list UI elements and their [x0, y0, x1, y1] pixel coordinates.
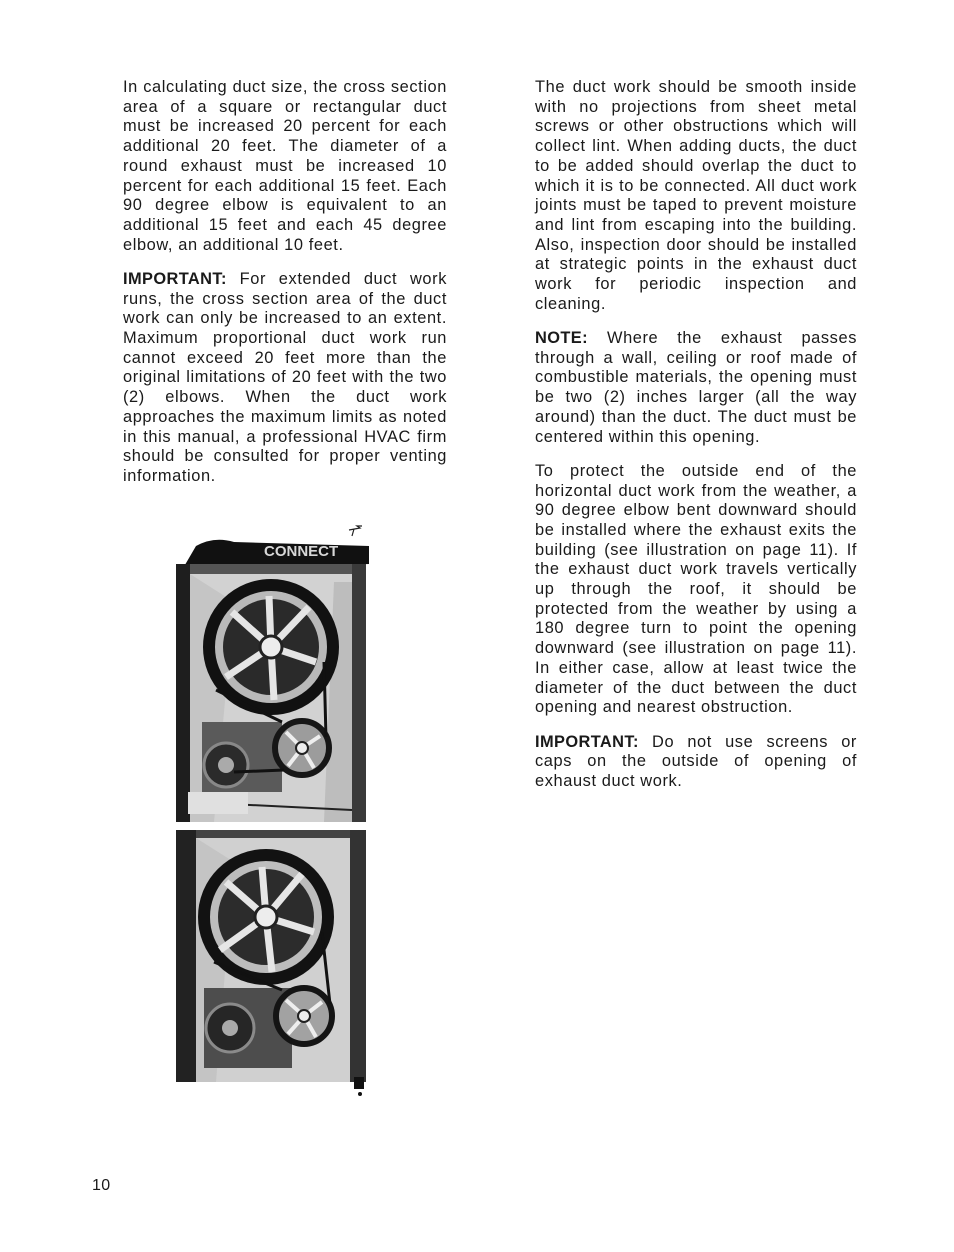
photo-label-text: CONNECT: [264, 543, 339, 560]
photo-illustration: [174, 522, 374, 1102]
important-screens-paragraph: [535, 733, 857, 792]
important-text: For extended duct work runs, the cross section area of the duct work can only be increased to an extent. Maximum proportional duct work run cannot exceed 20 feet more than the original limitations of 20 feet with the two (2) elbows. When the duct work approaches the maximum limits as noted in this manual, a professional HVAC firm should be consulted for proper venting information.: [123, 269, 447, 485]
left-column: [123, 78, 447, 487]
important-text: Do not use screens or caps on the outside of opening of exhaust duct work.: [535, 732, 857, 790]
duct-size-paragraph: In calculating duct size, the cross section area of a square or rectangular duct must be increased 20 percent for each additional 20 feet. The diameter of a round exhaust must be increased 10 percent for each additional 15 feet. Each 90 degree elbow is equivalent to an additional 15 feet and each 45 degree elbow, an additional 10 feet.: [123, 78, 447, 254]
right-column: [535, 78, 857, 792]
important-label: IMPORTANT:: [535, 732, 639, 751]
important-label: IMPORTANT:: [123, 269, 227, 288]
page-number: 10: [92, 1177, 111, 1194]
note-text: Where the exhaust passes through a wall, ceiling or roof made of combustible materials, the opening must be two (2) inches larger (all the way around) than the duct. The duct must be centered within this opening.: [535, 329, 857, 446]
note-label: NOTE:: [535, 329, 588, 348]
note-paragraph: [535, 329, 857, 447]
dryer-drive-belt-photo: [174, 522, 374, 1102]
important-extended-runs-paragraph: [123, 270, 447, 487]
weather-protection-paragraph: To protect the outside end of the horizontal duct work from the weather, a 90 degree elbow bent downward should be installed where the exhaust exits the building (see illustration on page 11). If the exhaust duct work travels vertically up through the roof, it should be protected from the weather by using a 180 degree turn to point the opening downward (see illustration on page 11). In either case, allow at least twice the diameter of the duct between the duct opening and nearest obstruction.: [535, 461, 857, 717]
smooth-duct-paragraph: The duct work should be smooth inside with no projections from sheet metal screws or other obstructions which will collect lint. When adding ducts, the duct to be added should overlap the duct to which it is to be connected. All duct work joints must be taped to prevent moisture and lint from escaping into the building. Also, inspection door should be installed at strategic points in the exhaust duct work for periodic inspection and cleaning.: [535, 78, 857, 313]
